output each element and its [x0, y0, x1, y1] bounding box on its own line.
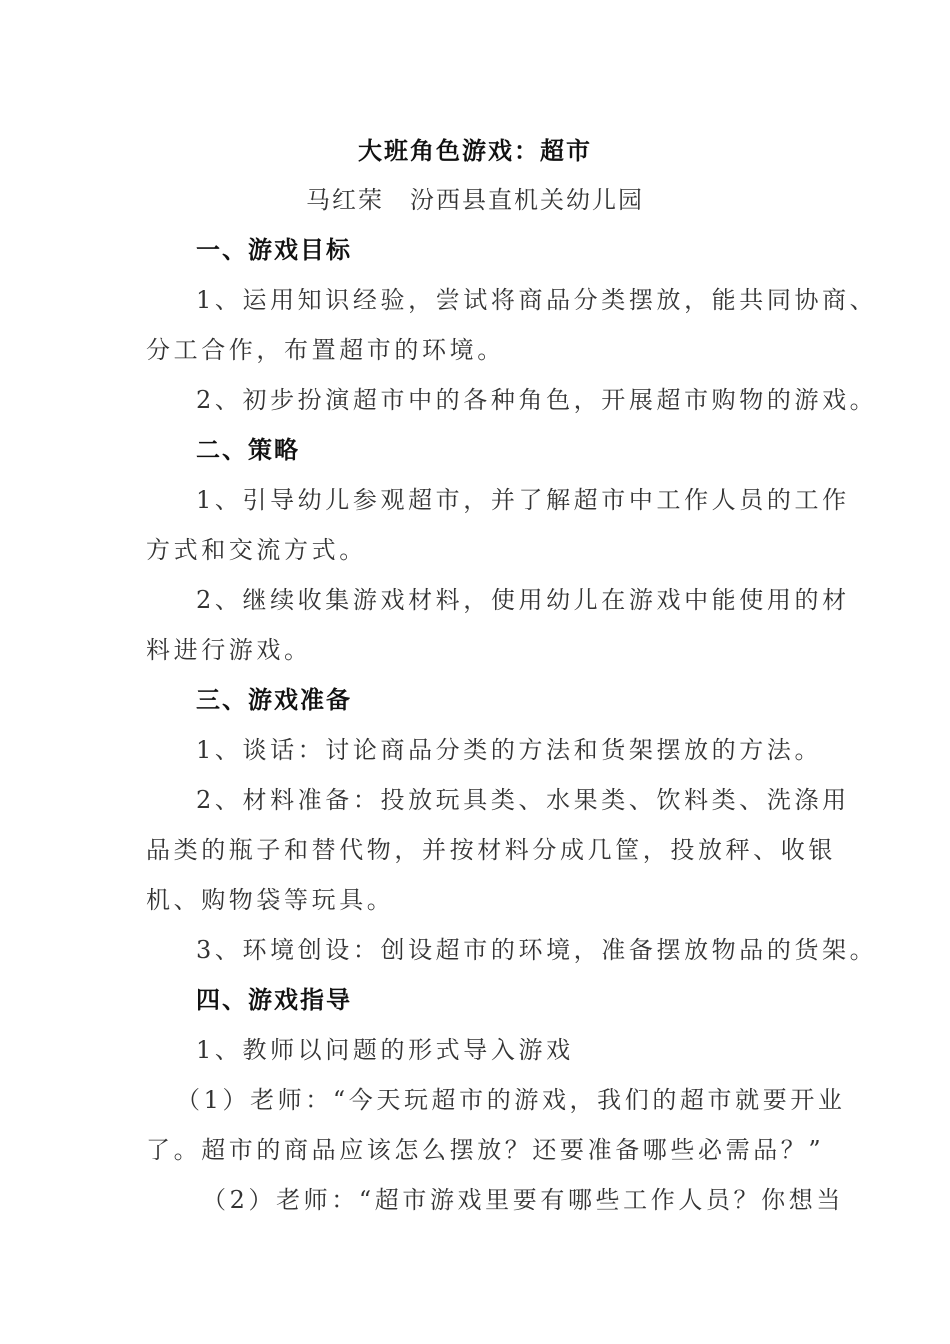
paragraph-line: 3、环境创设：创设超市的环境，准备摆放物品的货架。 — [196, 936, 878, 964]
paragraph-line: 1、运用知识经验，尝试将商品分类摆放，能共同协商、 — [196, 286, 878, 314]
paragraph-line: 料进行游戏。 — [146, 636, 312, 664]
section-heading-strategy: 二、策略 — [196, 435, 300, 464]
section-heading-guidance: 四、游戏指导 — [196, 985, 352, 1014]
paragraph-line: 1、引导幼儿参观超市，并了解超市中工作人员的工作 — [196, 486, 850, 514]
paragraph-line: 2、材料准备：投放玩具类、水果类、饮料类、洗涤用 — [196, 786, 850, 814]
paragraph-line: 分工合作，布置超市的环境。 — [146, 336, 505, 364]
paragraph-line: （1）老师：“今天玩超市的游戏，我们的超市就要开业 — [176, 1086, 846, 1114]
paragraph-line: 2、初步扮演超市中的各种角色，开展超市购物的游戏。 — [196, 386, 878, 414]
paragraph-line: 品类的瓶子和替代物，并按材料分成几筐，投放秤、收银 — [146, 836, 836, 864]
paragraph-line: 1、谈话：讨论商品分类的方法和货架摆放的方法。 — [196, 736, 823, 764]
paragraph-line: （2）老师：“超市游戏里要有哪些工作人员？你想当 — [202, 1186, 844, 1214]
paragraph-line: 1、教师以问题的形式导入游戏 — [196, 1036, 574, 1064]
document-title: 大班角色游戏：超市 — [358, 136, 592, 165]
section-heading-preparation: 三、游戏准备 — [196, 685, 352, 714]
paragraph-line: 方式和交流方式。 — [146, 536, 367, 564]
section-heading-goals: 一、游戏目标 — [196, 235, 352, 264]
document-author: 马红荣 汾西县直机关幼儿园 — [306, 186, 644, 214]
paragraph-line: 机、购物袋等玩具。 — [146, 886, 395, 914]
paragraph-line: 了。超市的商品应该怎么摆放？还要准备哪些必需品？” — [146, 1136, 825, 1164]
paragraph-line: 2、继续收集游戏材料，使用幼儿在游戏中能使用的材 — [196, 586, 850, 614]
